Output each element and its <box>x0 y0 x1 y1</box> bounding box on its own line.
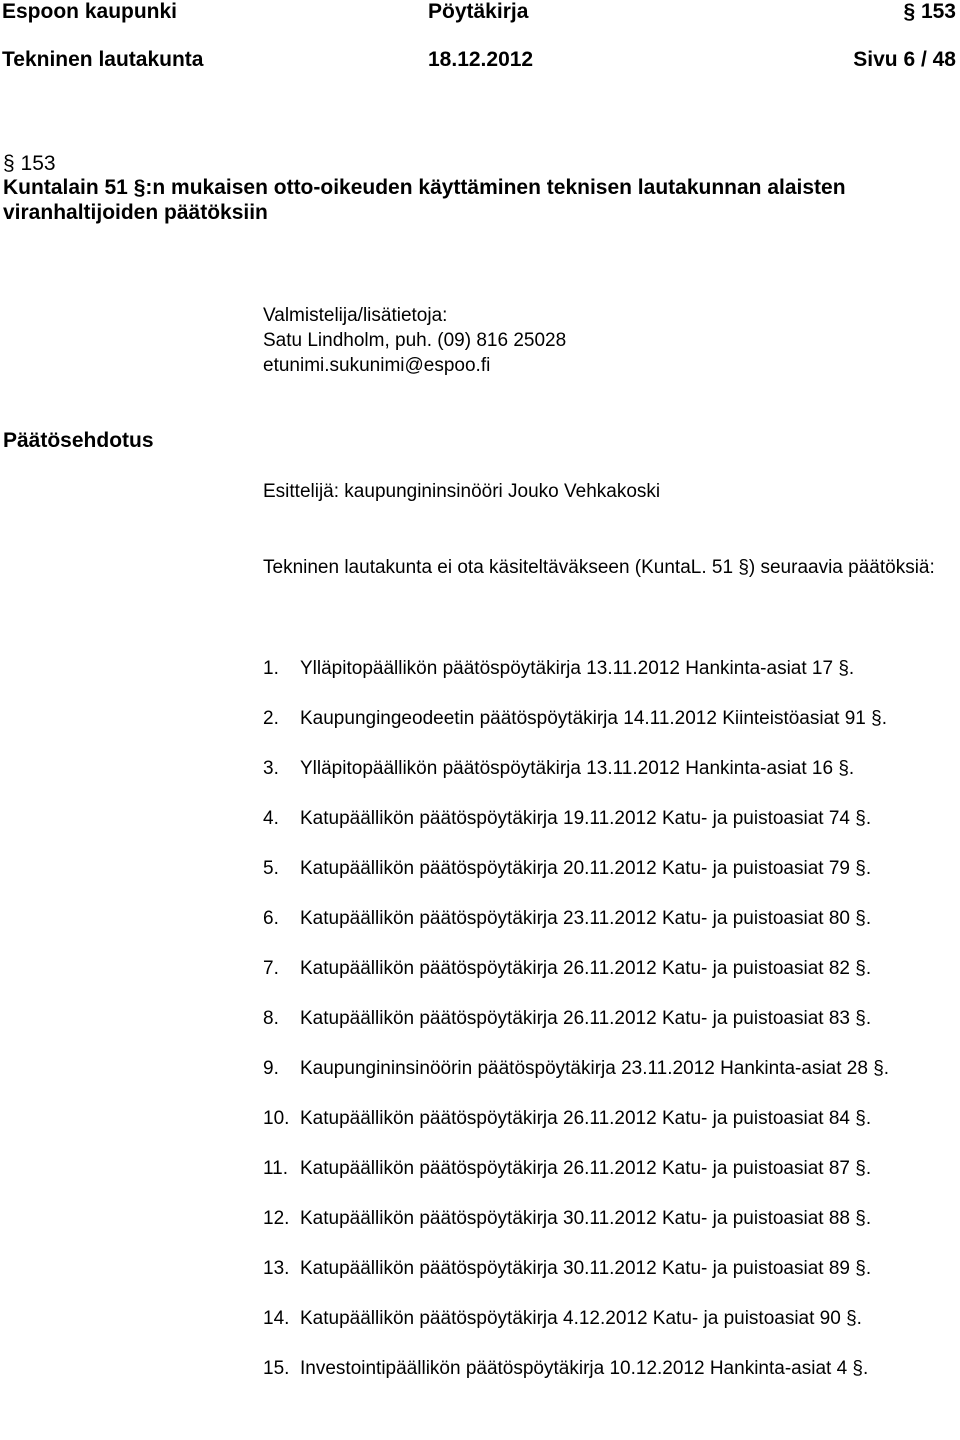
list-item <box>263 906 960 931</box>
preparer-name-phone: Satu Lindholm, puh. (09) 816 25028 <box>263 330 567 351</box>
list-item <box>263 1156 960 1181</box>
item-text: Katupäällikön päätöspöytäkirja 26.11.2012 Katu- ja puistoasiat 83 §. <box>300 1008 872 1029</box>
proposal-intro: Tekninen lautakunta ei ota käsiteltäväkseen (KuntaL. 51 §) seuraavia päätöksiä: <box>263 557 935 578</box>
proposal-heading: Päätösehdotus <box>3 429 154 452</box>
item-text: Katupäällikön päätöspöytäkirja 26.11.2012 Katu- ja puistoasiat 84 §. <box>300 1108 872 1129</box>
list-item <box>263 756 960 781</box>
item-text: Katupäällikön päätöspöytäkirja 23.11.2012 Katu- ja puistoasiat 80 §. <box>300 908 872 929</box>
list-item <box>263 1356 960 1381</box>
item-number: 8. <box>263 1008 279 1029</box>
list-item <box>263 706 960 731</box>
item-text: Investointipäällikön päätöspöytäkirja 10.12.2012 Hankinta-asiat 4 §. <box>300 1358 869 1379</box>
preparer-label: Valmistelija/lisätietoja: <box>263 305 448 326</box>
item-number: 12. <box>263 1208 290 1229</box>
preparer-info <box>263 303 566 378</box>
item-number: 11. <box>263 1158 289 1179</box>
list-item <box>263 806 960 831</box>
header-org: Espoon kaupunki <box>2 0 178 23</box>
list-item <box>263 1056 960 1081</box>
list-item <box>263 956 960 981</box>
item-number: 15. <box>263 1358 290 1379</box>
item-number: 9. <box>263 1058 279 1079</box>
preparer-email: etunimi.sukunimi@espoo.fi <box>263 355 491 376</box>
header-date: 18.12.2012 <box>428 48 534 71</box>
item-number: 6. <box>263 908 279 929</box>
list-item <box>263 1106 960 1131</box>
item-text: Kaupungininsinöörin päätöspöytäkirja 23.11.2012 Hankinta-asiat 28 §. <box>300 1058 890 1079</box>
decision-list <box>263 656 960 1406</box>
header-committee: Tekninen lautakunta <box>2 48 204 71</box>
list-item <box>263 656 960 681</box>
item-text: Katupäällikön päätöspöytäkirja 26.11.2012 Katu- ja puistoasiat 82 §. <box>300 958 872 979</box>
item-text: Katupäällikön päätöspöytäkirja 30.11.2012 Katu- ja puistoasiat 88 §. <box>300 1208 872 1229</box>
item-number: 14. <box>263 1308 290 1329</box>
item-number: 5. <box>263 858 279 879</box>
list-item <box>263 1006 960 1031</box>
header-section-number: § 153 <box>903 0 956 23</box>
item-text: Ylläpitopäällikön päätöspöytäkirja 13.11.2012 Hankinta-asiat 16 §. <box>300 758 855 779</box>
item-text: Katupäällikön päätöspöytäkirja 30.11.2012 Katu- ja puistoasiat 89 §. <box>300 1258 872 1279</box>
list-item <box>263 856 960 881</box>
list-item <box>263 1306 960 1331</box>
item-number: 4. <box>263 808 279 829</box>
item-number: 3. <box>263 758 279 779</box>
item-number: 2. <box>263 708 279 729</box>
header-page-count: Sivu 6 / 48 <box>853 48 956 71</box>
section-title: Kuntalain 51 §:n mukaisen otto-oikeuden käyttäminen teknisen lautakunnan alaisten viranhaltijoiden päätöksiin <box>3 176 846 224</box>
item-text: Katupäällikön päätöspöytäkirja 26.11.2012 Katu- ja puistoasiat 87 §. <box>300 1158 872 1179</box>
presenter: Esittelijä: kaupungininsinööri Jouko Vehkakoski <box>263 481 661 502</box>
header-doc-type: Pöytäkirja <box>428 0 529 23</box>
item-text: Kaupungingeodeetin päätöspöytäkirja 14.11.2012 Kiinteistöasiat 91 §. <box>300 708 887 729</box>
item-text: Ylläpitopäällikön päätöspöytäkirja 13.11.2012 Hankinta-asiat 17 §. <box>300 658 855 679</box>
section-number: § 153 <box>3 152 56 175</box>
list-item <box>263 1256 960 1281</box>
item-text: Katupäällikön päätöspöytäkirja 19.11.2012 Katu- ja puistoasiat 74 §. <box>300 808 872 829</box>
item-number: 1. <box>263 658 279 679</box>
item-text: Katupäällikön päätöspöytäkirja 20.11.2012 Katu- ja puistoasiat 79 §. <box>300 858 872 879</box>
item-text: Katupäällikön päätöspöytäkirja 4.12.2012 Katu- ja puistoasiat 90 §. <box>300 1308 862 1329</box>
list-item <box>263 1206 960 1231</box>
item-number: 7. <box>263 958 279 979</box>
item-number: 13. <box>263 1258 290 1279</box>
item-number: 10. <box>263 1108 290 1129</box>
